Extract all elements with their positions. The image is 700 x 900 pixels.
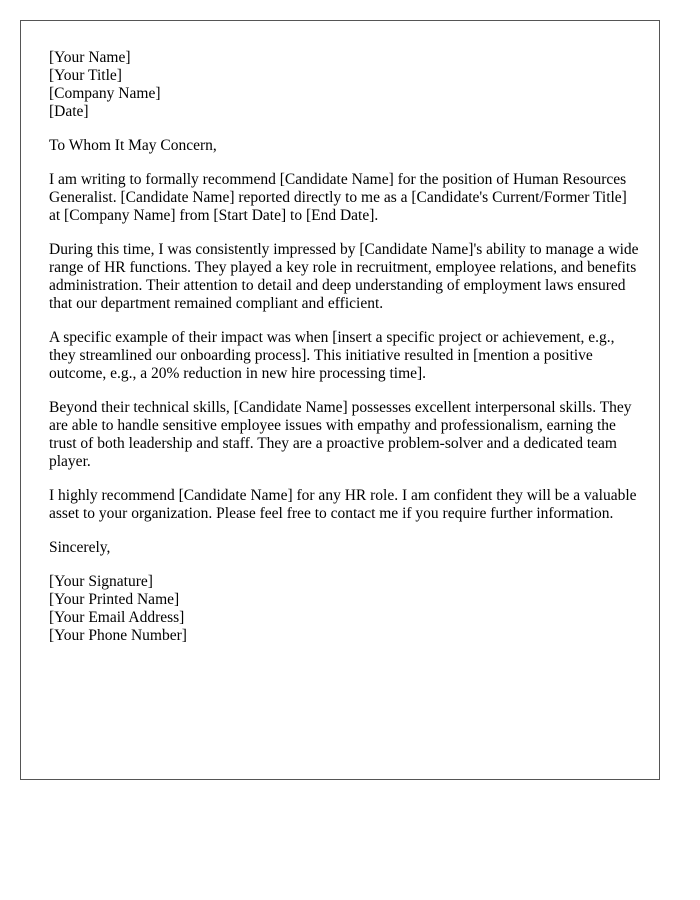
- phone-number: [Your Phone Number]: [49, 627, 187, 644]
- signature-line: [Your Signature]: [49, 573, 153, 590]
- sender-name: [Your Name]: [49, 49, 131, 66]
- letter-frame: [20, 20, 660, 780]
- closing: Sincerely,: [49, 539, 111, 556]
- printed-name: [Your Printed Name]: [49, 591, 180, 608]
- signature-block: [49, 573, 639, 645]
- sender-title: [Your Title]: [49, 67, 122, 84]
- paragraph-interpersonal: Beyond their technical skills, [Candidate Name] possesses excellent interpersonal skills. They are able to handle sensitive employee issues with empathy and professionalism, earning the trust of both leadership and staff. They are a proactive problem-solver and a dedicated team player.: [49, 399, 632, 470]
- paragraph-recommendation: I highly recommend [Candidate Name] for any HR role. I am confident they will be a valuable asset to your organization. Please feel free to contact me if you require further information.: [49, 487, 637, 522]
- email-address: [Your Email Address]: [49, 609, 185, 626]
- sender-company: [Company Name]: [49, 85, 161, 102]
- letter-date: [Date]: [49, 103, 89, 120]
- paragraph-example: A specific example of their impact was when [insert a specific project or achievement, e.g., they streamlined our onboarding process]. This initiative resulted in [mention a positive outcome, e.g., a 20% reduction in new hire processing time].: [49, 329, 615, 382]
- letter-body: [49, 49, 639, 661]
- sender-block: [49, 49, 639, 121]
- salutation: To Whom It May Concern,: [49, 137, 217, 154]
- paragraph-performance: During this time, I was consistently impressed by [Candidate Name]'s ability to manage a wide range of HR functions. They played a key role in recruitment, employee relations, and benefits administration. Their attention to detail and deep understanding of employment laws ensured that our department remained compliant and efficient.: [49, 241, 639, 312]
- paragraph-introduction: I am writing to formally recommend [Candidate Name] for the position of Human Resources Generalist. [Candidate Name] reported directly to me as a [Candidate's Current/Former Title] at [Company Name] from [Start Date] to [End Date].: [49, 171, 627, 224]
